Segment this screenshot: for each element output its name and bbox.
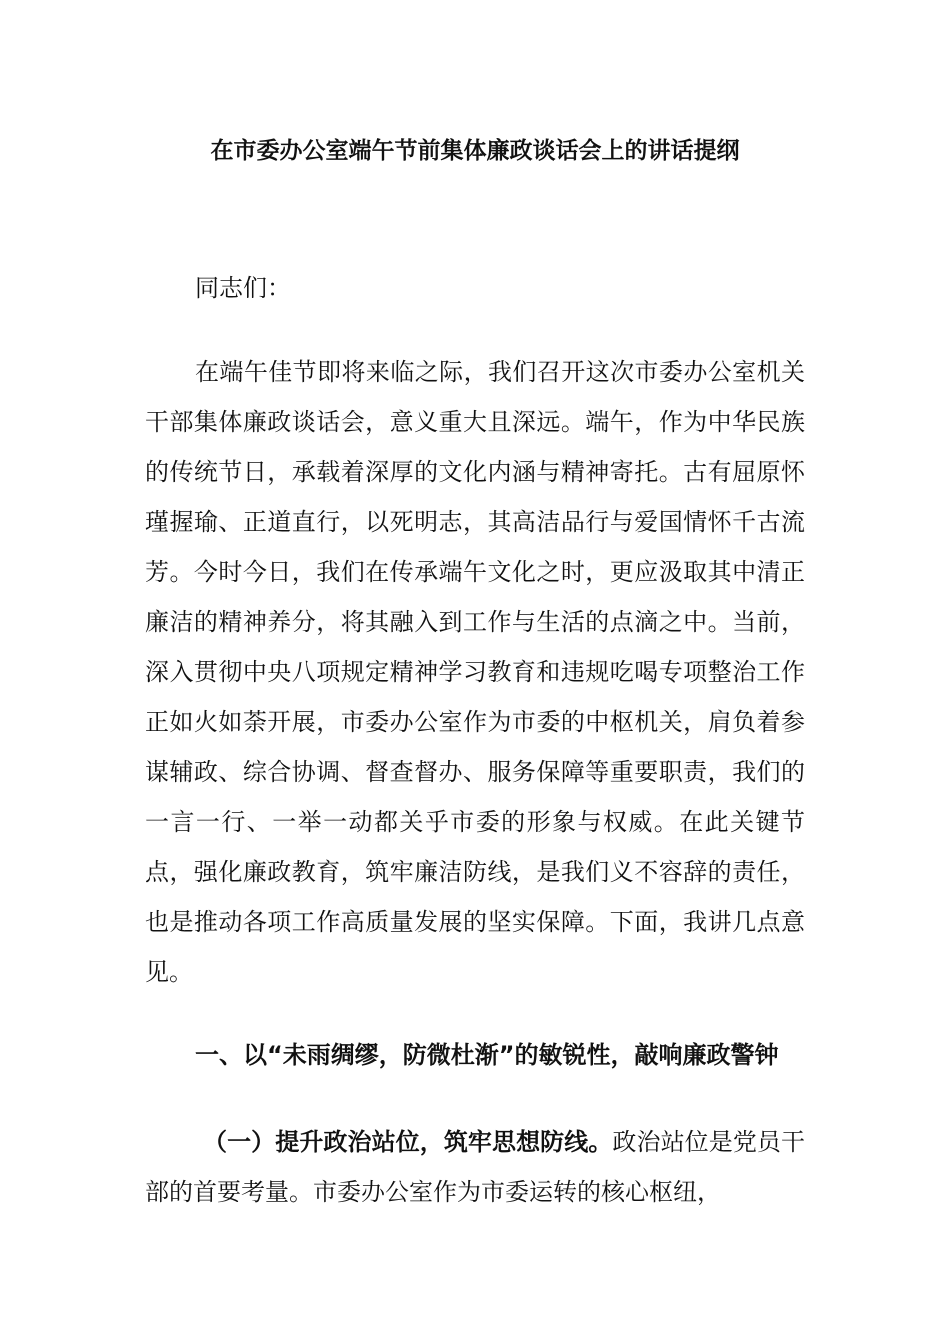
paragraph-intro: 在端午佳节即将来临之际，我们召开这次市委办公室机关干部集体廉政谈话会，意义重大且深远。端午，作为中华民族的传统节日，承载着深厚的文化内涵与精神寄托。古有屈原怀瑾握瑜、正道直行，以死明志，其高洁品行与爱国情怀千古流芳。今时今日，我们在传承端午文化之时，更应汲取其中清正廉洁的精神养分，将其融入到工作与生活的点滴之中。当前，深入贯彻中央八项规定精神学习教育和违规吃喝专项整治工作正如火如荼开展，市委办公室作为市委的中枢机关，肩负着参谋辅政、综合协调、督查督办、服务保障等重要职责，我们的一言一行、一举一动都关乎市委的形象与权威。在此关键节点，强化廉政教育，筑牢廉洁防线，是我们义不容辞的责任，也是推动各项工作高质量发展的坚实保障。下面，我讲几点意见。	[145, 358, 805, 986]
subsection-text-1-1: 政治站位是党员干部的首要考量。市委办公室作为市委运转的核心枢纽，	[145, 1128, 806, 1206]
paragraph-section-1-1	[145, 1117, 805, 1217]
subsection-heading-1-1: （一）提升政治站位，筑牢思想防线。	[203, 1128, 613, 1156]
document-title: 在市委办公室端午节前集体廉政谈话会上的讲话提纲	[210, 138, 740, 164]
salutation: 同志们：	[195, 274, 291, 302]
section-heading-1: 一、以“未雨绸缪，防微杜渐”的敏锐性，敲响廉政警钟	[195, 1041, 779, 1069]
